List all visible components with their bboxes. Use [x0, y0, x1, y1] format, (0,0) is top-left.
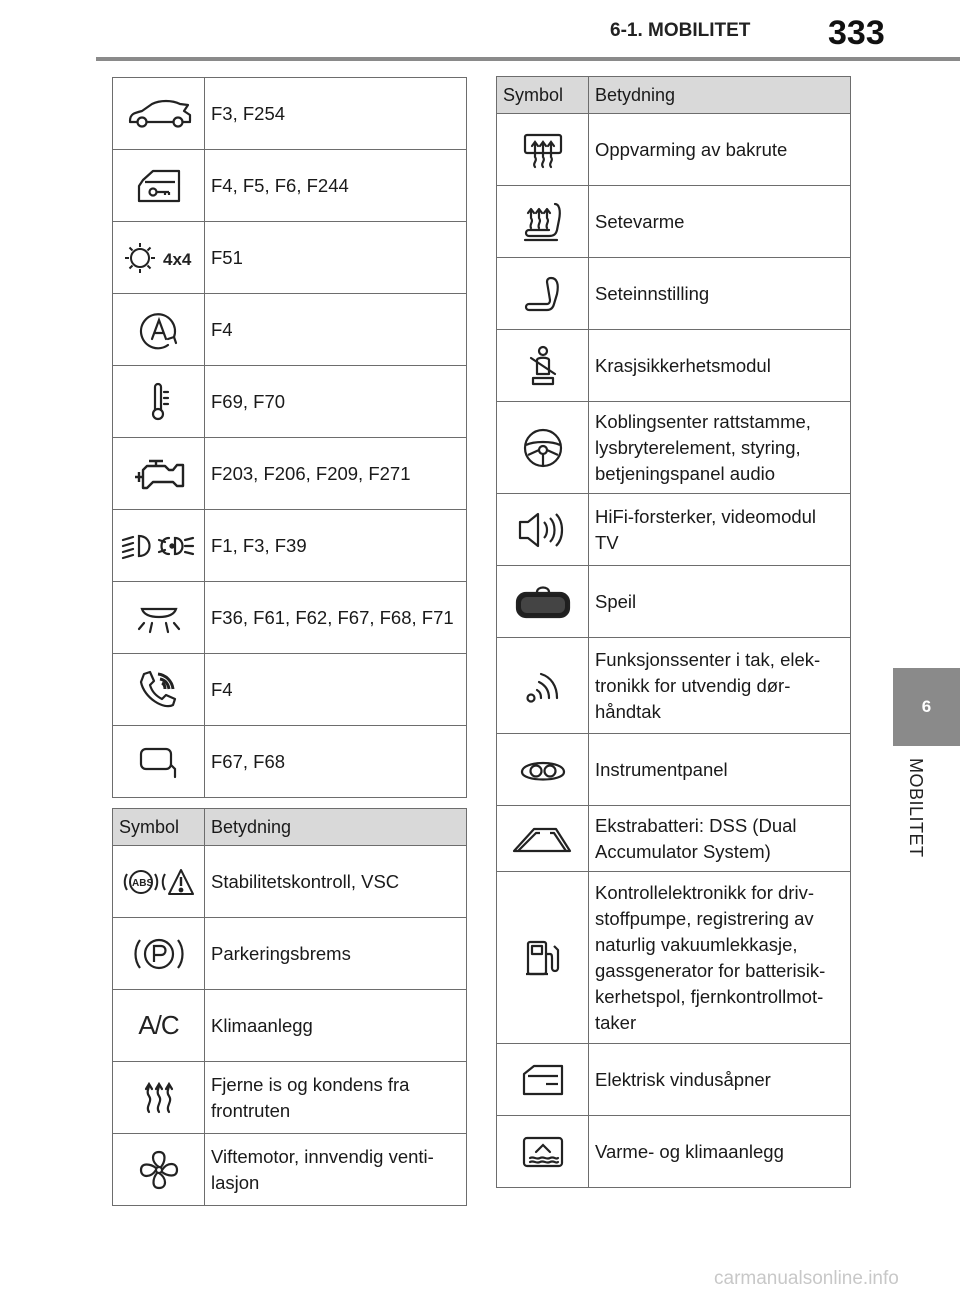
- door-key-icon: [113, 150, 205, 222]
- fuse-table-top-left: [112, 77, 467, 798]
- battery-icon: [497, 806, 589, 872]
- table-row: [497, 114, 851, 186]
- symbol-meaning: Instrumentpanel: [589, 734, 851, 806]
- abs-warning-icon: [113, 846, 205, 918]
- table-row: [113, 990, 467, 1062]
- table-row: [497, 734, 851, 806]
- table-row: [113, 222, 467, 294]
- steering-wheel-icon: [497, 402, 589, 494]
- fuel-pump-icon: [497, 872, 589, 1044]
- symbol-meaning: Oppvarming av bakrute: [589, 114, 851, 186]
- table-row: [113, 918, 467, 990]
- airbag-icon: [497, 330, 589, 402]
- defrost-icon: [113, 1062, 205, 1134]
- phone-icon: [113, 654, 205, 726]
- table-header-row: [113, 809, 467, 846]
- fan-icon: [113, 1134, 205, 1206]
- table-row: [497, 258, 851, 330]
- fuse-list: F69, F70: [205, 366, 467, 438]
- page-number: 333: [828, 14, 885, 52]
- side-mirror-icon: [113, 726, 205, 798]
- seat-icon: [497, 258, 589, 330]
- fuse-list: F3, F254: [205, 78, 467, 150]
- fuse-list: F203, F206, F209, F271: [205, 438, 467, 510]
- column-header-meaning: Betydning: [589, 77, 851, 114]
- table-row: [497, 494, 851, 566]
- table-row: [497, 872, 851, 1044]
- symbol-meaning: Seteinnstilling: [589, 258, 851, 330]
- four-wheel-drive-icon: [113, 222, 205, 294]
- footer-url: carmanualsonline.info: [714, 1268, 899, 1289]
- symbol-meaning: Funksjonssenter i tak, elek-tronikk for utvendig dør-håndtak: [589, 638, 851, 734]
- symbol-meaning: Setevarme: [589, 186, 851, 258]
- headlight-icon: [113, 510, 205, 582]
- table-row: [497, 402, 851, 494]
- table-row: [113, 1062, 467, 1134]
- fuse-list: F4, F5, F6, F244: [205, 150, 467, 222]
- fuse-list: F51: [205, 222, 467, 294]
- symbol-meaning: Koblingsenter rattstamme, lysbryterelement, styring, betjeningspanel audio: [589, 402, 851, 494]
- table-row: [113, 438, 467, 510]
- rear-defrost-icon: [497, 114, 589, 186]
- table-row: [113, 150, 467, 222]
- symbol-meaning: Ekstrabatteri: DSS (Dual Accumulator System): [589, 806, 851, 872]
- table-row: [113, 366, 467, 438]
- table-header-row: [497, 77, 851, 114]
- symbol-meaning: Viftemotor, innvendig venti-lasjon: [205, 1134, 467, 1206]
- table-row: [113, 510, 467, 582]
- chapter-tab: 6: [893, 668, 960, 746]
- table-row: [497, 638, 851, 734]
- header-title: 6-1. MOBILITET: [610, 20, 751, 41]
- fuse-list: F67, F68: [205, 726, 467, 798]
- fuse-table-bottom-left: [112, 808, 467, 1206]
- svg-text:ABS: ABS: [131, 877, 153, 889]
- table-row: [497, 330, 851, 402]
- table-row: [497, 1044, 851, 1116]
- car-trunk-icon: [113, 78, 205, 150]
- symbol-meaning: Kontrollelektronikk for driv-stoffpumpe, registrering av naturlig vakuumlekkasje, gassgenerator for batterisik-kerhetspol, fjernkontrollmot-taker: [589, 872, 851, 1044]
- speaker-icon: [497, 494, 589, 566]
- fuse-list: F4: [205, 654, 467, 726]
- fuse-list: F1, F3, F39: [205, 510, 467, 582]
- engine-icon: [113, 438, 205, 510]
- fuse-table-right: [496, 76, 851, 1188]
- table-row: [497, 566, 851, 638]
- table-row: [113, 846, 467, 918]
- climate-icon: [497, 1116, 589, 1188]
- table-row: [113, 294, 467, 366]
- fuse-list: F4: [205, 294, 467, 366]
- thermometer-icon: [113, 366, 205, 438]
- symbol-meaning: Varme- og klimaanlegg: [589, 1116, 851, 1188]
- symbol-meaning: Krasjsikkerhetsmodul: [589, 330, 851, 402]
- symbol-meaning: Klimaanlegg: [205, 990, 467, 1062]
- table-row: [113, 78, 467, 150]
- header-rule: [96, 57, 960, 61]
- symbol-meaning: Stabilitetskontroll, VSC: [205, 846, 467, 918]
- ac-label: A/C: [138, 1010, 179, 1040]
- fuse-list: F36, F61, F62, F67, F68, F71: [205, 582, 467, 654]
- symbol-meaning: Speil: [589, 566, 851, 638]
- remote-signal-icon: [497, 638, 589, 734]
- column-header-symbol: Symbol: [113, 809, 205, 846]
- parking-brake-icon: [113, 918, 205, 990]
- auto-start-stop-icon: [113, 294, 205, 366]
- seat-heat-icon: [497, 186, 589, 258]
- instrument-panel-icon: [497, 734, 589, 806]
- interior-light-icon: [113, 582, 205, 654]
- table-row: [497, 1116, 851, 1188]
- table-row: [497, 186, 851, 258]
- svg-text:4x4: 4x4: [162, 249, 191, 269]
- table-row: [113, 726, 467, 798]
- symbol-meaning: Elektrisk vindusåpner: [589, 1044, 851, 1116]
- symbol-meaning: Fjerne is og kondens fra frontruten: [205, 1062, 467, 1134]
- symbol-meaning: HiFi-forsterker, videomodul TV: [589, 494, 851, 566]
- column-header-meaning: Betydning: [205, 809, 467, 846]
- mirror-icon: [497, 566, 589, 638]
- column-header-symbol: Symbol: [497, 77, 589, 114]
- table-row: [113, 582, 467, 654]
- table-row: [113, 1134, 467, 1206]
- window-icon: [497, 1044, 589, 1116]
- symbol-meaning: Parkeringsbrems: [205, 918, 467, 990]
- chapter-label: MOBILITET: [906, 758, 926, 858]
- table-row: [113, 654, 467, 726]
- ac-icon: [113, 990, 205, 1062]
- table-row: [497, 806, 851, 872]
